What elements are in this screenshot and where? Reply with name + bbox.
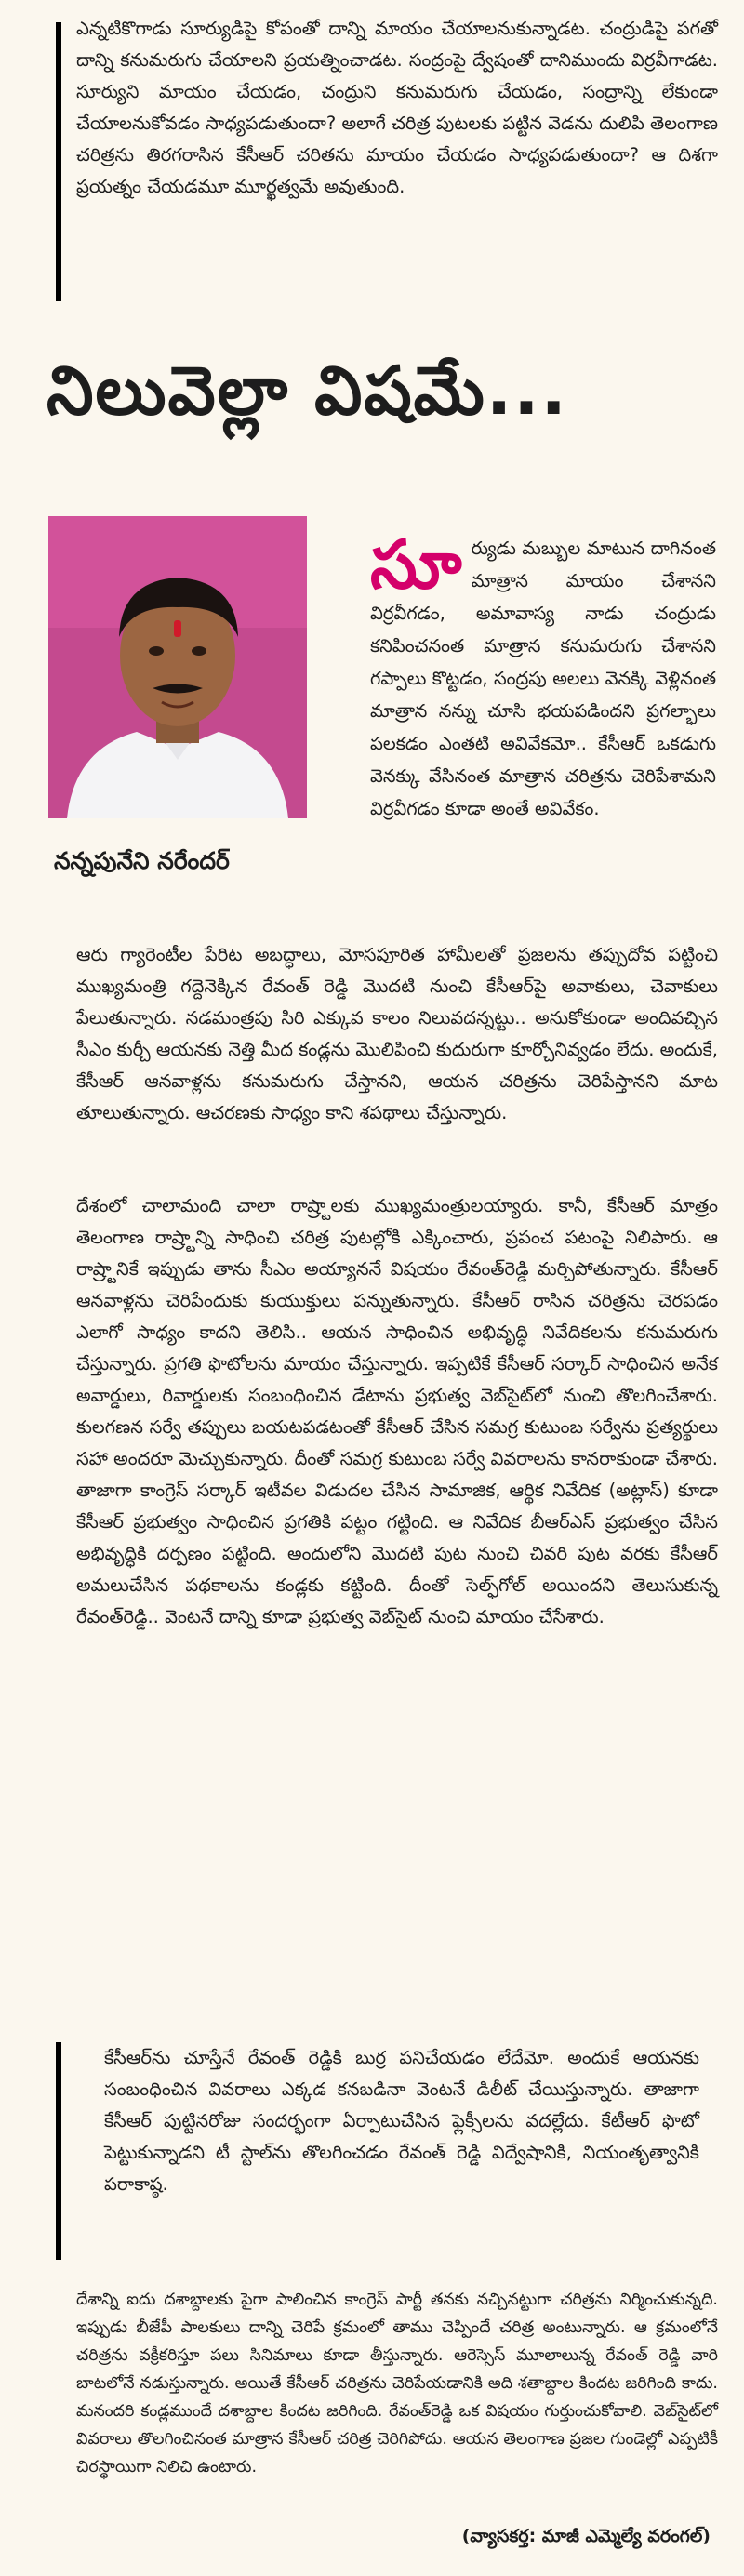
intro-side-rule (56, 22, 61, 301)
quote-side-rule (56, 2042, 61, 2260)
paragraph-1: ఆరు గ్యారెంటీల పేరిట అబద్ధాలు, మోసపూరిత హామీలతో ప్రజలను తప్పుదోవ పట్టించి ముఖ్యమంత్రి గద్దెనెక్కిన రేవంత్ రెడ్డి మొదటి నుంచి కేసీఆర్‌పై అవాకులు, చెవాకులు పేలుతున్నారు. నడమంత్రపు సిరి ఎక్కువ కాలం నిలువదన్నట్టు.. అనుకోకుండా అందివచ్చిన సీఎం కుర్చీ ఆయనకు నెత్తి మీద కండ్లను మొలిపించి కుదురుగా కూర్చోనివ్వడం లేదు. అందుకే, కేసీఆర్ ఆనవాళ్లను కనుమరుగు చేస్తానని, ఆయన చరిత్రను చెరిపేస్తానని మాట తూలుతున్నారు. ఆచరణకు సాధ్యం కాని శపథాలు చేస్తున్నారు. (76, 944, 718, 1123)
intro-paragraph: ఎన్నటికొగాడు సూర్యుడిపై కోపంతో దాన్ని మాయం చేయాలనుకున్నాడట. చంద్రుడిపై పగతో దాన్ని కనుమరుగు చేయాలని ప్రయత్నించాడట. సంద్రంపై ద్వేషంతో దానిముందు విర్రవీగాడట. సూర్యుని మాయం చేయడం, చంద్రుని కనుమరుగు చేయడం, సంద్రాన్ని లేకుండా చేయాలనుకోవడం సాధ్యపడుతుందా? అలాగే చరిత్ర పుటలకు పట్టిన వెడను దులిపి తెలంగాణ చరిత్రను తిరగరాసిన కేసీఆర్ చరితను మాయం చేయడం సాధ్యపడుతుందా? ఆ దిశగా ప్రయత్నం చేయడమూ మూర్ఖత్వమే అవుతుంది. (76, 18, 718, 197)
author-name: నన్నపునేని నరేందర్ (54, 847, 230, 874)
dropcap: సూ (370, 525, 462, 604)
paragraph-3: కేసీఆర్‌ను చూస్తేనే రేవంత్ రెడ్డికి బుర్ర పనిచేయడం లేదేమో. అందుకే ఆయనకు సంబంధించిన వివరాలు ఎక్కడ కనబడినా వెంటనే డిలీట్ చేయిస్తున్నారు. తాజాగా కేసీఆర్ పుట్టినరోజు సందర్భంగా ఏర్పాటుచేసిన ఫ్లెక్సీలను వదల్లేదు. కేటీఆర్ ఫొటో పెట్టుకున్నాడని టీ స్టాల్‌ను తొలగించడం రేవంత్ రెడ్డి విద్వేషానికి, నియంతృత్వానికి పరాకాష్ఠ. (104, 2047, 699, 2195)
paragraph-2: దేశంలో చాలామంది చాలా రాష్ర్టాలకు ముఖ్యమంత్రులయ్యారు. కానీ, కేసీఆర్ మాత్రం తెలంగాణ రాష్ర్టాన్ని సాధించి చరిత్ర పుటల్లోకి ఎక్కించారు, ప్రపంచ పటంపై నిలిపారు. ఆ రాష్ర్టానికే ఇప్పుడు తాను సీఎం అయ్యాననే విషయం రేవంత్‌రెడ్డి మర్చిపోతున్నారు. కేసీఆర్ ఆనవాళ్లను చెరిపేందుకు కుయుక్తులు పన్నుతున్నారు. కేసీఆర్ రాసిన చరిత్రను చెరపడం ఎలాగో సాధ్యం కాదని తెలిసి.. ఆయన సాధించిన అభివృద్ధి నివేదికలను కనుమరుగు చేస్తున్నారు. ప్రగతి ఫొటోలను మాయం చేస్తున్నారు. ఇప్పటికే కేసీఆర్ సర్కార్ సాధించిన అనేక అవార్డులు, రివార్డులకు సంబంధించిన డేటాను ప్రభుత్వ వెబ్‌సైట్‌లో నుంచి తొలగించేశారు. కులగణన సర్వే తప్పులు బయటపడటంతో కేసీఆర్ చేసిన సమగ్ర కుటుంబ సర్వేను ప్రత్యర్థులు సహా అందరూ మెచ్చుకున్నారు. దీంతో సమగ్ర కుటుంబ సర్వే వివరాలను కానరాకుండా చేశారు. తాజాగా కాంగ్రెస్ సర్కార్ ఇటీవల విడుదల చేసిన సామాజిక, ఆర్థిక నివేదిక (అట్లాస్) కూడా కేసీఆర్ ప్రభుత్వం సాధించిన ప్రగతికి పట్టం గట్టింది. ఆ నివేదిక బీఆర్‌ఎస్ ప్రభుత్వం చేసిన అభివృద్ధికి దర్పణం పట్టింది. అందులోని మొదటి పుట నుంచి చివరి పుట వరకు కేసీఆర్ అమలుచేసిన పథకాలను కండ్లకు కట్టింది. దీంతో సెల్ఫ్‌గోల్ అయిందని తెలుసుకున్న రేవంత్‌రెడ్డి.. వెంటనే దాన్ని కూడా ప్రభుత్వ వెబ్‌సైట్ నుంచి మాయం చేసేశారు. (76, 1195, 718, 1627)
author-photo (48, 516, 307, 818)
headline: నిలువెల్లా విషమే... (46, 352, 568, 430)
lead-text: ర్యుడు మబ్బుల మాటున దాగినంత మాత్రాన మాయం చేశానని విర్రవీగడం, అమావాస్య నాడు చంద్రుడు కనిపించనంత మాత్రాన కనుమరుగు చేశానని గప్పాలు కొట్టడం, సంద్రపు అలలు వెనక్కి వెళ్లినంత మాత్రాన నన్ను చూసి భయపడిందని ప్రగల్భాలు పలకడం ఎంతటి అవివేకమో.. కేసీఆర్ ఒకడుగు వెనక్కు వేసినంత మాత్రాన చరిత్రను చెరిపేశామని విర్రవీగడం కూడా అంతే అవివేకం. (370, 538, 716, 819)
paragraph-4: దేశాన్ని ఐదు దశాబ్దాలకు పైగా పాలించిన కాంగ్రెస్ పార్టీ తనకు నచ్చినట్టుగా చరిత్రను నిర్మించుకున్నది. ఇప్పుడు బీజేపీ పాలకులు దాన్ని చెరిపే క్రమంలో తాము చెప్పిందే చరిత్ర అంటున్నారు. ఆ క్రమంలోనే చరిత్రను వక్రీకరిస్తూ పలు సినిమాలు కూడా తీస్తున్నారు. ఆరెస్సెస్ మూలాలున్న రేవంత్ రెడ్డి వారి బాటలోనే నడుస్తున్నారు. అయితే కేసీఆర్ చరిత్రను చెరిపేయడానికి అది శతాబ్దాల కిందట జరిగింది కాదు. మనందరి కండ్లముందే దశాబ్దాల కిందట జరిగింది. రేవంత్‌రెడ్డి ఒక విషయం గుర్తుంచుకోవాలి. వెబ్‌సైట్‌లో వివరాలు తొలగించినంత మాత్రాన కేసీఆర్ చరిత్ర చెరిగిపోదు. ఆయన తెలంగాణ ప్రజల గుండెల్లో ఎప్పటికీ చిరస్థాయిగా నిలిచి ఉంటారు. (76, 2291, 718, 2476)
lead-paragraph (370, 525, 716, 825)
author-portrait-icon (48, 516, 307, 818)
byline: (వ్యాసకర్త: మాజీ ఎమ్మెల్యే వరంగల్) (461, 2526, 711, 2546)
